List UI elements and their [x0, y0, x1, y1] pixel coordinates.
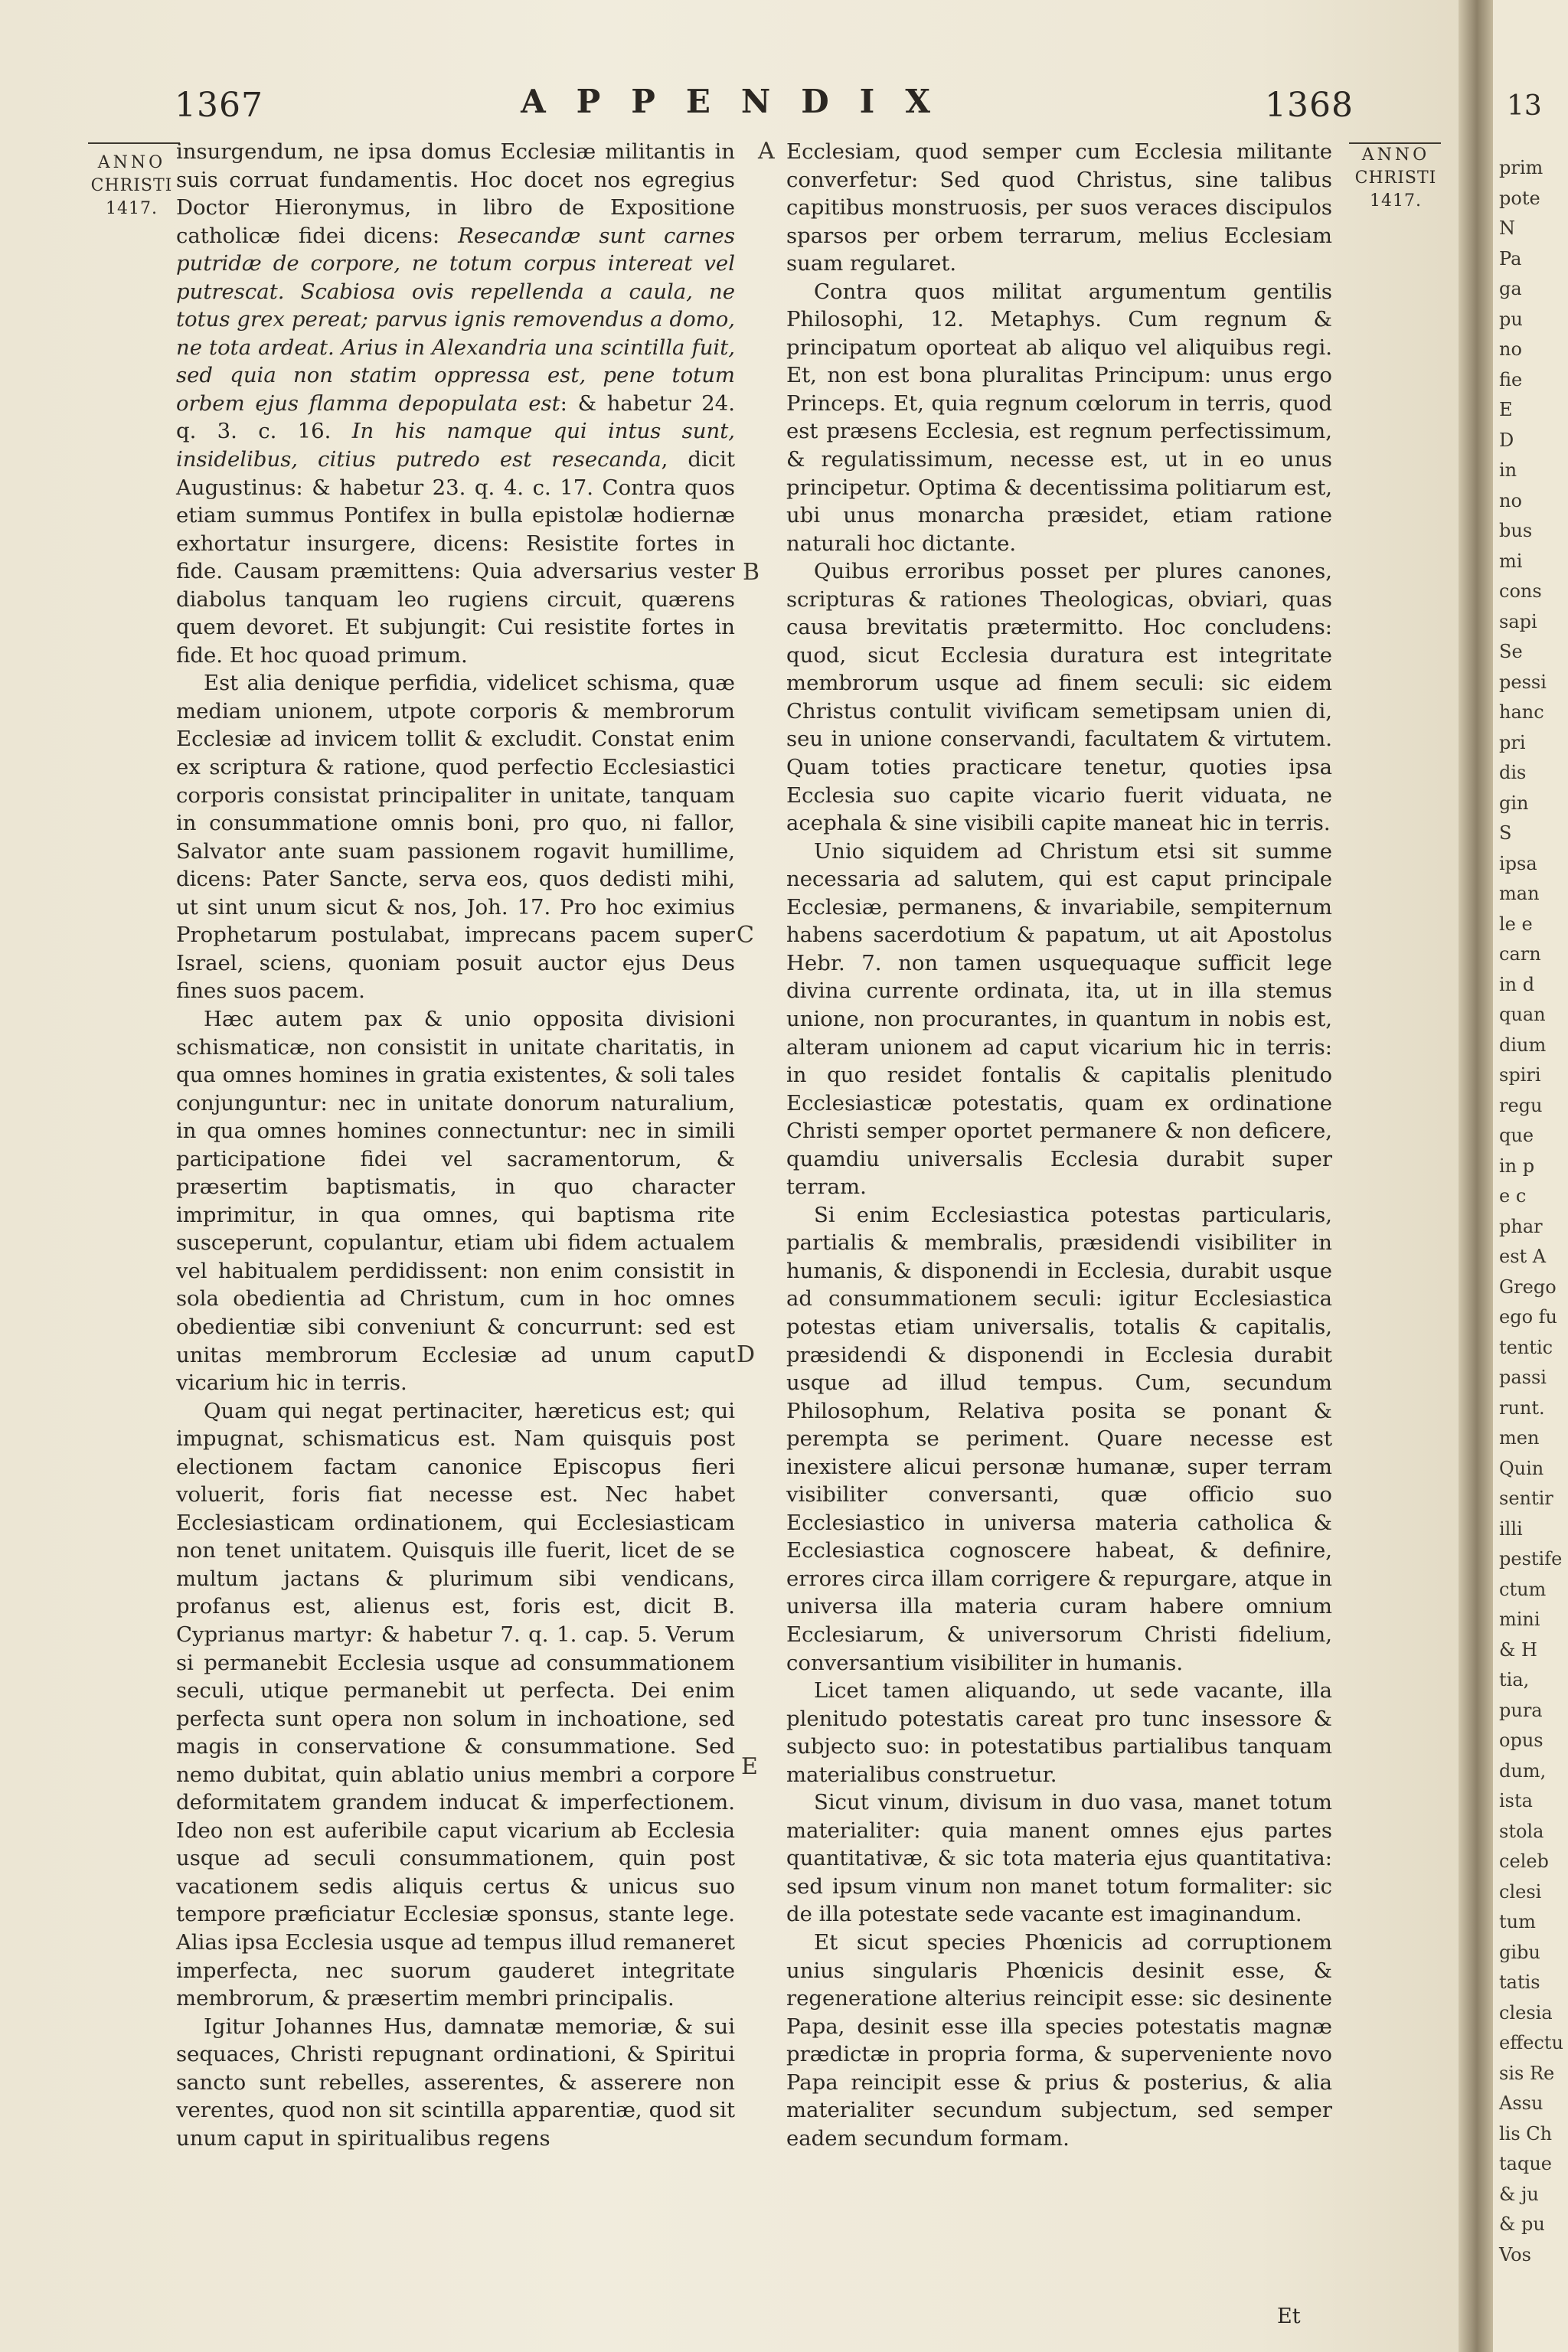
facing-page-fragment: & pu: [1499, 2213, 1545, 2235]
facing-page-fragment: Quin: [1499, 1457, 1544, 1479]
paragraph: [786, 1677, 1332, 1788]
facing-page-fragment: in p: [1499, 1155, 1535, 1177]
margin-note-line: ANNO: [1361, 145, 1430, 165]
body-text: Igitur Johannes Hus, damnatæ memoriæ, & sui sequaces, Christi repugnant ordinationi, & Spiritui sancto sunt rebelles, asserentes, & asserere non verentes, quod non sit scintilla apparentiæ, quod sit unum caput in spiritualibus regens: [176, 2014, 735, 2151]
facing-page-fragment: in: [1499, 459, 1517, 481]
body-text: Quibus erroribus posset per plures canones, scripturas & rationes Theologicas, obviari, quas causa brevitatis prætermitto. Hoc concludens: quod, sicut Ecclesia duratura est integritate membrorum usque ad finem seculi: sic eidem Christus contulit vivificam semetipsam unien di, seu in unione conservandi, facultatem & virtutem. Quam toties practicare tenetur, quoties ipsa Ecclesia suo capite vicario fuerit viduata, ne acephala & sine visibili capite maneat hic in terris.: [786, 559, 1332, 836]
facing-page-fragment: le e: [1499, 913, 1533, 935]
facing-page-fragment: runt.: [1499, 1396, 1545, 1419]
facing-page-fragment: opus: [1499, 1730, 1544, 1751]
section-letter: C: [737, 922, 754, 949]
facing-page-fragment: quan: [1499, 1004, 1546, 1025]
facing-page-fragment: hanc: [1499, 701, 1544, 723]
facing-page-fragment: sapi: [1499, 610, 1537, 632]
facing-page-fragment: ego fu: [1499, 1306, 1557, 1328]
facing-page-fragment: S: [1499, 822, 1512, 844]
margin-note-line: CHRISTI: [1354, 168, 1437, 188]
facing-page-fragment: effectu: [1499, 2032, 1563, 2053]
paragraph: [176, 1005, 735, 1397]
section-letter: A: [758, 138, 775, 165]
book-gutter: [1459, 0, 1495, 2352]
facing-page-fragment: phar: [1499, 1215, 1543, 1237]
section-letter: D: [737, 1341, 756, 1368]
facing-page-header-fragment: 13: [1507, 90, 1542, 122]
facing-page-fragment: tia,: [1499, 1669, 1530, 1690]
paragraph: [786, 1929, 1332, 2152]
facing-page-fragment: tatis: [1499, 1971, 1540, 1993]
facing-page-fragment: prim: [1499, 157, 1544, 178]
facing-page-fragment: ga: [1499, 278, 1522, 299]
facing-page-fragment: pessi: [1499, 671, 1547, 693]
facing-page-fragment: no: [1499, 338, 1522, 360]
facing-page-fragment: spiri: [1499, 1064, 1541, 1086]
facing-page-fragment: dium: [1499, 1034, 1547, 1056]
facing-page-fragment: est A: [1499, 1246, 1547, 1267]
facing-page-fragment: carn: [1499, 943, 1541, 965]
facing-page-fragment: celeb: [1499, 1851, 1549, 1872]
body-text: Si enim Ecclesiastica potestas particularis, partialis & membralis, præsidendi visibiliter in humanis, & disponendi in Ecclesia, durabit usque ad consummationem seculi: igitur Ecclesiastica potestas etiam universalis, totalis & capitalis, præsidendi & disponendi in Ecclesia durabit usque ad illud tempus. Cum, secundum Philosophum, Relativa posita se ponant & perempta se periment. Quare necesse est inexistere alicui personæ humanæ, super terram visibiliter conversanti, quæ officio suo Ecclesiastico in universa materia catholica & Ecclesiastica cognoscere habeat, & definire, errores circa illam corrigere & repurgare, atque in universa illa materia curam habere omnium Ecclesiarum, & universorum Christi fidelium, conversantium visibiliter in humanis.: [786, 1202, 1332, 1675]
facing-page-fragment: man: [1499, 883, 1540, 904]
body-text: Et sicut species Phœnicis ad corruptionem unius singularis Phœnicis desinit esse, & regeneratione alterius reincipit esse: sic desinente Papa, desinit esse illa species potestatis magnæ prædictæ in propria forma, & superveniente novo Papa reincipit esse & prius & posterius, & alia materialiter secundum subjectum, sed semper eadem secundum formam.: [786, 1930, 1332, 2151]
paragraph: [176, 669, 735, 1005]
body-text: Licet tamen aliquando, ut sede vacante, illa plenitudo potestatis careat pro tunc insessore & subjecto suo: in potestatibus partialibus tanquam materialibus construetur.: [786, 1678, 1332, 1787]
paragraph: [786, 138, 1332, 278]
facing-page-fragment: dis: [1499, 762, 1527, 783]
margin-note-right: [1348, 144, 1444, 213]
facing-page-fragment: taque: [1499, 2153, 1552, 2174]
paragraph: [786, 1201, 1332, 1677]
facing-page-fragment: dum,: [1499, 1759, 1547, 1782]
paragraph: [176, 1397, 735, 2013]
facing-page-fragment: e c: [1499, 1185, 1527, 1207]
facing-page-fragment: pura: [1499, 1699, 1543, 1721]
margin-note-year: 1417.: [1370, 191, 1422, 211]
facing-page-fragment: Vos: [1499, 2243, 1531, 2265]
body-text: Sicut vinum, divisum in duo vasa, manet totum materialiter: quia manent omnes ejus partes quantitativæ, & sic tota materia ejus quantitativa: sed ipsum vinum non manet totum formaliter: sic de illa potestate sede vacante est imaginandum.: [786, 1790, 1332, 1927]
body-text: Contra quos militat argumentum gentilis Philosophi, 12. Metaphys. Cum regnum & principatum oporteat ab aliquo vel aliquibus regi. Et, non est bona pluralitas Principum: unus ergo Princeps. Et, quia regnum cœlorum in terris, quod est præsens Ecclesia, est regnum perfectissimum, & regulatissimum, necesse est, ut in eo unus principetur. Optima & decentissima politiarum est, ubi unus monarcha præsidet, etiam ratione naturali hoc dictante.: [786, 279, 1332, 556]
facing-page-fragment: gibu: [1499, 1941, 1540, 1963]
margin-note-year: 1417.: [106, 199, 158, 218]
body-text: Hæc autem pax & unio opposita divisioni schismaticæ, non consistit in unitate charitatis, in qua omnes homines in gratia existentes, & soli tales conjunguntur: nec in unitate donorum naturalium, in qua omnes homines connectuntur: nec in simili participatione fidei vel sacramentorum, & præsertim baptismatis, in quo character imprimitur, in qua omnes, qui baptisma rite susceperunt, copulantur, etiam ubi fidem actualem vel habitualem perdidissent: non enim consistit in sola obedientia ad Christum, cum in hoc omnes obedientiæ sibi conveniunt & concurrunt: sed est unitas membrorum Ecclesiæ ad unum caput vicarium hic in terris.: [176, 1006, 735, 1396]
left-page-number: 1367: [175, 86, 263, 125]
facing-page-fragment: pu: [1499, 308, 1523, 330]
facing-page-fragment: ipsa: [1499, 852, 1537, 874]
facing-page-fragment: que: [1499, 1125, 1534, 1146]
paragraph: [176, 138, 735, 669]
facing-page-fragment: Pa: [1499, 247, 1522, 270]
facing-page-fragment: bus: [1499, 520, 1533, 541]
facing-page-fragment: D: [1499, 429, 1514, 451]
facing-page-fragment: passi: [1499, 1367, 1547, 1388]
body-text: Est alia denique perfidia, videlicet schisma, quæ mediam unionem, utpote corporis & membrorum Ecclesiæ ad invicem tollit & excludit. Constat enim ex scriptura & ratione, quod perfectio Ecclesiastici corporis consistat principaliter in unitate, tanquam in consummatione omnis boni, pro quo, ni fallor, Salvator ante suam passionem rogavit humillime, dicens: Pater Sancte, serva eos, quos dedisti mihi, ut sint unum sicut & nos, Joh. 17. Pro hoc eximius Prophetarum postulabat, imprecans pacem super Israel, sciens, quoniam posuit auctor ejus Deus fines suos pacem.: [176, 671, 735, 1004]
facing-page-fragment: ctum: [1499, 1578, 1547, 1600]
facing-page-fragment: tum: [1499, 1911, 1536, 1932]
margin-note-line: CHRISTI: [90, 176, 173, 195]
body-text: Ecclesiam, quod semper cum Ecclesia militante converfetur: Sed quod Christus, sine talibus capitibus monstruosis, per suos veraces discipulos sparsos per orbem terrarum, melius Ecclesiam suam regularet.: [786, 139, 1332, 276]
body-text: : & habetur 24. q. 3. c. 16.: [176, 390, 735, 444]
facing-page-fragment: tentic: [1499, 1336, 1553, 1358]
facing-page-fragment: N: [1499, 217, 1515, 239]
catchword: Et: [1277, 2305, 1301, 2328]
facing-page-fragment: fie: [1499, 368, 1523, 390]
facing-page-fragment: pote: [1499, 187, 1540, 209]
section-letter: E: [741, 1753, 758, 1780]
facing-page-fragment: stola: [1499, 1820, 1544, 1842]
facing-page-fragment: mini: [1499, 1609, 1540, 1630]
margin-note-line: ANNO: [97, 153, 166, 172]
body-text: Quam qui negat pertinaciter, hæreticus est; qui impugnat, schismaticus est. Nam quisquis post electionem factam canonice Episcopus fieri voluerit, foris fiat necesse est. Nec habet Ecclesiasticam ordinationem, qui Ecclesiasticam non tenet unitatem. Quisquis ille fuerit, licet de se multum jactans & plurimum sibi vendicans, profanus est, alienus est, foris est, dicit B. Cyprianus martyr: & habetur 7. q. 1. cap. 5. Verum si permanebit Ecclesia usque ad consummationem seculi, utique permanebit ut perfecta. Dei enim perfecta sunt opera non solum in inchoatione, sed magis in conservatione & consummatione. Sed nemo dubitat, quin ablatio unius membri a corpore deformitatem grandem inducat & imperfectionem. Ideo non est auferibile caput vicarium ab Ecclesia usque ad seculi consummationem, quin post vacationem sedis aliquis certus & unicus suo tempore præficiatur Ecclesiæ sponsus, stante lege. Alias ipsa Ecclesia usque ad tempus illud remaneret imperfecta, nec suorum gauderet integritate membrorum, & præsertim membri principalis.: [176, 1398, 735, 2011]
facing-page-fragment: ista: [1499, 1790, 1533, 1811]
facing-page-fragment: Se: [1499, 641, 1523, 662]
facing-page-fragment: E: [1499, 399, 1513, 420]
left-column: [176, 138, 735, 2152]
facing-page-fragment: gin: [1499, 792, 1529, 814]
facing-page-fragment: illi: [1499, 1517, 1523, 1540]
facing-page-fragment: regu: [1499, 1094, 1543, 1116]
facing-page-fragment: pestife: [1499, 1548, 1563, 1570]
facing-page-fragment: mi: [1499, 550, 1523, 572]
paragraph: [786, 557, 1332, 837]
facing-page-fragment: & H: [1499, 1638, 1537, 1661]
body-text: , dicit Augustinus: & habetur 23. q. 4. c. 17. Contra quos etiam summus Pontifex in bulla epistolæ hodiernæ exhortatur insurgere, dicens: Resistite fortes in fide. Causam præmittens: Quia adversarius vester diabolus tanquam leo rugiens circuit, quærens quem devoret. Et subjungit: Cui resistite fortes in fide. Et hoc quoad primum.: [176, 447, 735, 668]
paragraph: [176, 2013, 735, 2153]
paragraph: [786, 278, 1332, 557]
right-column: [786, 138, 1332, 2152]
facing-page-fragment: men: [1499, 1427, 1540, 1449]
paragraph: [786, 838, 1332, 1201]
facing-page-fragment: & ju: [1499, 2183, 1539, 2205]
paragraph: [786, 1788, 1332, 1929]
facing-page-fragment: Assu: [1499, 2092, 1544, 2114]
quotation-text: In his namque qui intus sunt, insidelibus, citius putredo est resecanda: [176, 419, 735, 472]
margin-note-left: [86, 152, 178, 220]
facing-page-fragment: no: [1499, 489, 1522, 511]
facing-page-fragment: pri: [1499, 731, 1526, 753]
facing-page-fragment: clesia: [1499, 2001, 1553, 2024]
facing-page-fragment: sis Re: [1499, 2062, 1555, 2084]
facing-page-fragment: cons: [1499, 580, 1542, 602]
facing-page-fragment: clesi: [1499, 1880, 1542, 1903]
facing-page-fragment: in d: [1499, 973, 1535, 995]
body-text: insurgendum, ne ipsa domus Ecclesiæ militantis in suis corruat fundamentis. Hoc docet nos egregius Doctor Hieronymus, in libro de Expositione catholicæ fidei dicens:: [176, 139, 735, 248]
facing-page-fragment: Grego: [1499, 1276, 1557, 1298]
facing-page-edge: [1493, 0, 1568, 2352]
section-letter: B: [743, 559, 760, 586]
body-text: Unio siquidem ad Christum etsi sit summe necessaria ad salutem, qui est caput principale Ecclesiæ, permanens, & invariabile, sempiternum habens sacerdotium & papatum, ut ait Apostolus Hebr. 7. non tamen usquequaque sufficit lege divina currente ordinata, ita, ut in illa stemus unione, non procurantes, in quantum in nobis est, alteram unionem ad caput vicarium hic in terris: in quo residet fontalis & capitalis plenitudo Ecclesiasticæ potestatis, quam ex ordinatione Christi semper oportet permanere & non deficere, quamdiu universalis Ecclesia durabit super terram.: [786, 838, 1332, 1200]
running-title: APPENDIX: [521, 83, 961, 120]
quotation-text: Resecandæ sunt carnes putridæ de corpore, ne totum corpus intereat vel putrescat. Scabiosa ovis repellenda a caula, ne totus grex pereat; parvus ignis removendus a domo, ne tota ardeat. Arius in Alexandria una scintilla fuit, sed quia non statim oppressa est, pene totum orbem ejus flamma depopulata est: [176, 223, 735, 416]
right-page-number: 1368: [1265, 86, 1354, 125]
margin-rule-left: [88, 142, 180, 144]
facing-page-fragment: lis Ch: [1499, 2122, 1553, 2145]
facing-page-fragment: sentir: [1499, 1488, 1553, 1509]
